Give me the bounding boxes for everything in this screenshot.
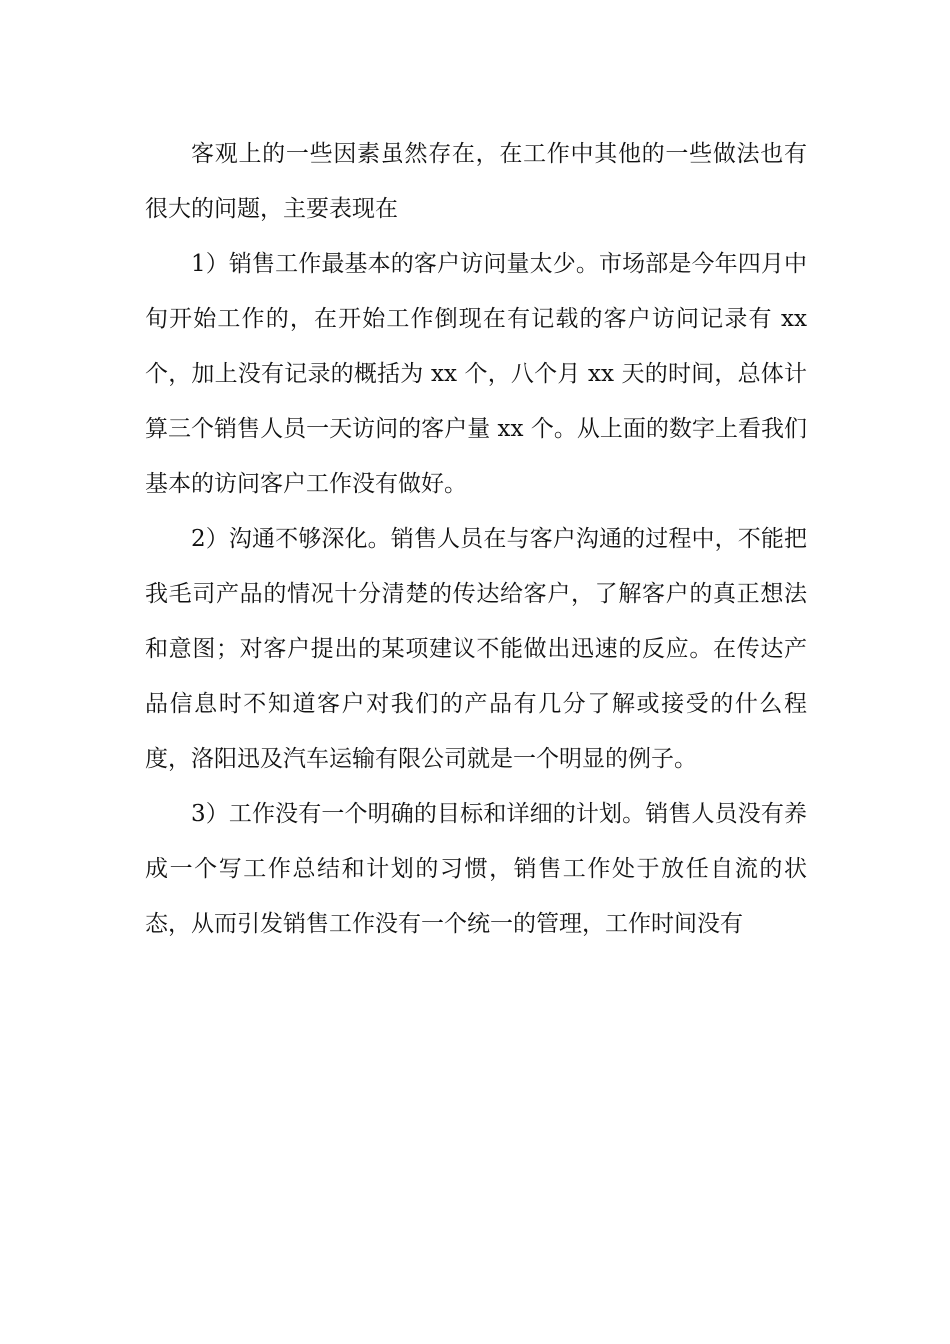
document-body (145, 127, 807, 952)
paragraph-point-1: 1）销售工作最基本的客户访问量太少。市场部是今年四月中旬开始工作的，在开始工作倒现在有记载的客户访问记录有 xx 个，加上没有记录的概括为 xx 个，八个月 xx 天的时间，总体计算三个销售人员一天访问的客户量 xx 个。从上面的数字上看我们基本的访问客户工作没有做好。 (145, 251, 807, 497)
paragraph-intro: 客观上的一些因素虽然存在，在工作中其他的一些做法也有很大的问题，主要表现在 (145, 141, 807, 222)
paragraph-point-3: 3）工作没有一个明确的目标和详细的计划。销售人员没有养成一个写工作总结和计划的习惯，销售工作处于放任自流的状态，从而引发销售工作没有一个统一的管理，工作时间没有 (145, 801, 807, 937)
paragraph-point-2: 2）沟通不够深化。销售人员在与客户沟通的过程中，不能把我毛司产品的情况十分清楚的传达给客户，了解客户的真正想法和意图；对客户提出的某项建议不能做出迅速的反应。在传达产品信息时不知道客户对我们的产品有几分了解或接受的什么程度，洛阳迅及汽车运输有限公司就是一个明显的例子。 (145, 526, 807, 772)
